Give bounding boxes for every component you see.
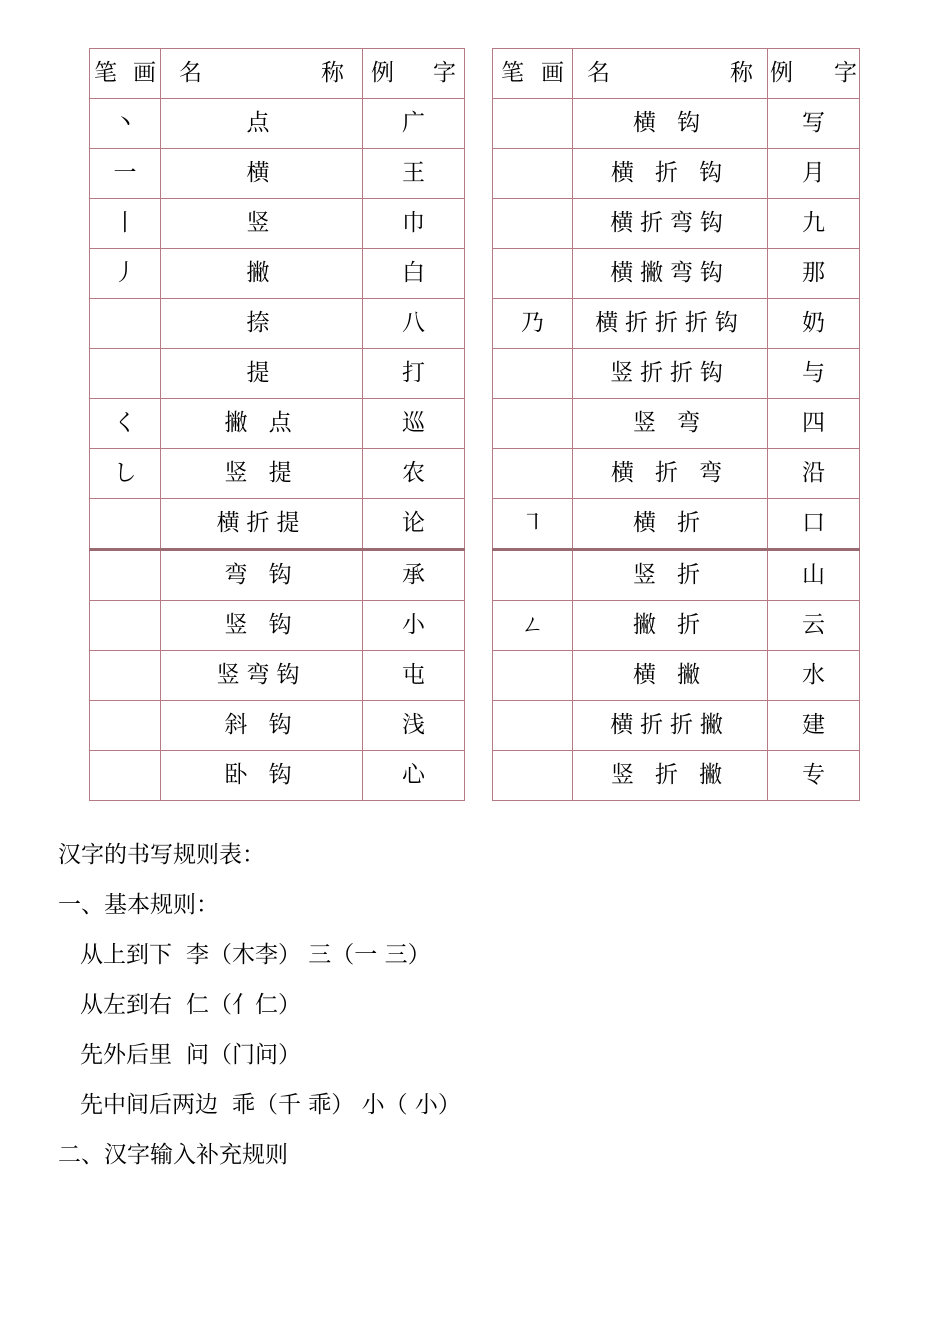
stroke-glyph	[90, 299, 161, 349]
example-char: 四	[768, 399, 860, 449]
example-char: 水	[768, 651, 860, 701]
stroke-name: 斜 钩	[161, 701, 363, 751]
example-char: 八	[363, 299, 465, 349]
stroke-row	[90, 399, 860, 449]
header-example: 例 字	[363, 49, 465, 99]
example-char: 云	[768, 601, 860, 651]
stroke-name: 竖 弯	[573, 399, 768, 449]
example-char: 口	[768, 499, 860, 550]
header-example: 例 字	[768, 49, 860, 99]
stroke-name: 竖 钩	[161, 601, 363, 651]
stroke-name: 横 折 弯	[573, 449, 768, 499]
writing-rules	[58, 837, 461, 1187]
example-char: 巡	[363, 399, 465, 449]
column-gap	[465, 99, 493, 149]
column-gap	[465, 249, 493, 299]
stroke-glyph: 一	[90, 149, 161, 199]
stroke-name: 横	[161, 149, 363, 199]
stroke-name: 捺	[161, 299, 363, 349]
rule-item: 从上到下 李（木李） 三（一 三）	[80, 942, 431, 968]
rule-item: 从左到右 仁（亻仁）	[80, 992, 301, 1018]
example-char: 巾	[363, 199, 465, 249]
stroke-row	[90, 299, 860, 349]
stroke-glyph	[493, 249, 573, 299]
stroke-name: 提	[161, 349, 363, 399]
stroke-name: 卧 钩	[161, 751, 363, 801]
stroke-row	[90, 99, 860, 149]
stroke-row	[90, 499, 860, 550]
stroke-name: 横折提	[161, 499, 363, 550]
stroke-row	[90, 550, 860, 601]
header-name: 名 称	[573, 49, 768, 99]
supplement-heading: 二、汉字输入补充规则	[58, 1142, 288, 1168]
column-gap	[465, 701, 493, 751]
stroke-row	[90, 149, 860, 199]
stroke-row	[90, 601, 860, 651]
example-char: 浅	[363, 701, 465, 751]
column-gap	[465, 349, 493, 399]
stroke-name: 横 折 钩	[573, 149, 768, 199]
stroke-glyph	[90, 651, 161, 701]
stroke-name: 撇	[161, 249, 363, 299]
stroke-glyph	[493, 449, 573, 499]
stroke-row	[90, 651, 860, 701]
stroke-name: 横 折	[573, 499, 768, 550]
header-name: 名 称	[161, 49, 363, 99]
stroke-name: 撇 点	[161, 399, 363, 449]
example-char: 写	[768, 99, 860, 149]
stroke-glyph	[493, 99, 573, 149]
stroke-name: 撇 折	[573, 601, 768, 651]
stroke-row	[90, 249, 860, 299]
stroke-name: 横 撇	[573, 651, 768, 701]
stroke-name: 弯 钩	[161, 550, 363, 601]
stroke-glyph	[90, 601, 161, 651]
stroke-glyph: し	[90, 449, 161, 499]
example-char: 建	[768, 701, 860, 751]
stroke-glyph	[493, 550, 573, 601]
example-char: 与	[768, 349, 860, 399]
stroke-glyph	[493, 751, 573, 801]
stroke-name: 横 钩	[573, 99, 768, 149]
column-gap	[465, 299, 493, 349]
column-gap	[465, 49, 493, 99]
column-gap	[465, 199, 493, 249]
example-char: 广	[363, 99, 465, 149]
example-char: 月	[768, 149, 860, 199]
example-char: 打	[363, 349, 465, 399]
stroke-glyph	[493, 199, 573, 249]
example-char: 论	[363, 499, 465, 550]
stroke-glyph: 乃	[493, 299, 573, 349]
example-char: 九	[768, 199, 860, 249]
example-char: 那	[768, 249, 860, 299]
stroke-name: 横撇弯钩	[573, 249, 768, 299]
example-char: 白	[363, 249, 465, 299]
stroke-glyph: 丶	[90, 99, 161, 149]
stroke-glyph	[493, 651, 573, 701]
example-char: 小	[363, 601, 465, 651]
stroke-name: 横折弯钩	[573, 199, 768, 249]
rules-title: 汉字的书写规则表：	[58, 842, 265, 868]
column-gap	[465, 449, 493, 499]
example-char: 屯	[363, 651, 465, 701]
rule-item: 先外后里 问（门问）	[80, 1042, 301, 1068]
example-char: 承	[363, 550, 465, 601]
stroke-name: 横折折折钩	[573, 299, 768, 349]
stroke-name: 竖折折钩	[573, 349, 768, 399]
stroke-glyph	[90, 349, 161, 399]
column-gap	[465, 399, 493, 449]
example-char: 王	[363, 149, 465, 199]
stroke-glyph	[90, 701, 161, 751]
stroke-row	[90, 449, 860, 499]
stroke-name: 竖 折 撇	[573, 751, 768, 801]
header-stroke: 笔 画	[90, 49, 161, 99]
rule-item: 先中间后两边 乖（千 乖） 小（ 小）	[80, 1092, 461, 1118]
stroke-glyph	[90, 499, 161, 550]
stroke-name: 竖 折	[573, 550, 768, 601]
stroke-glyph: 丨	[90, 199, 161, 249]
example-char: 沿	[768, 449, 860, 499]
stroke-name: 点	[161, 99, 363, 149]
stroke-glyph: ㄥ	[493, 601, 573, 651]
stroke-glyph	[493, 349, 573, 399]
stroke-table	[89, 48, 860, 801]
stroke-glyph: く	[90, 399, 161, 449]
example-char: 心	[363, 751, 465, 801]
column-gap	[465, 601, 493, 651]
stroke-glyph	[90, 751, 161, 801]
stroke-name: 竖弯钩	[161, 651, 363, 701]
column-gap	[465, 651, 493, 701]
example-char: 专	[768, 751, 860, 801]
example-char: 农	[363, 449, 465, 499]
example-char: 山	[768, 550, 860, 601]
stroke-name: 竖 提	[161, 449, 363, 499]
column-gap	[465, 550, 493, 601]
stroke-name: 横折折撇	[573, 701, 768, 751]
column-gap	[465, 149, 493, 199]
stroke-row	[90, 199, 860, 249]
stroke-glyph: 丿	[90, 249, 161, 299]
stroke-row	[90, 751, 860, 801]
stroke-row	[90, 349, 860, 399]
stroke-name: 竖	[161, 199, 363, 249]
header-row	[90, 49, 860, 99]
stroke-row	[90, 701, 860, 751]
basic-rules-heading: 一、基本规则：	[58, 892, 219, 918]
stroke-glyph	[493, 701, 573, 751]
example-char: 奶	[768, 299, 860, 349]
stroke-glyph: ㇕	[493, 499, 573, 550]
stroke-glyph	[493, 149, 573, 199]
header-stroke: 笔 画	[493, 49, 573, 99]
column-gap	[465, 499, 493, 550]
column-gap	[465, 751, 493, 801]
stroke-glyph	[90, 550, 161, 601]
stroke-glyph	[493, 399, 573, 449]
